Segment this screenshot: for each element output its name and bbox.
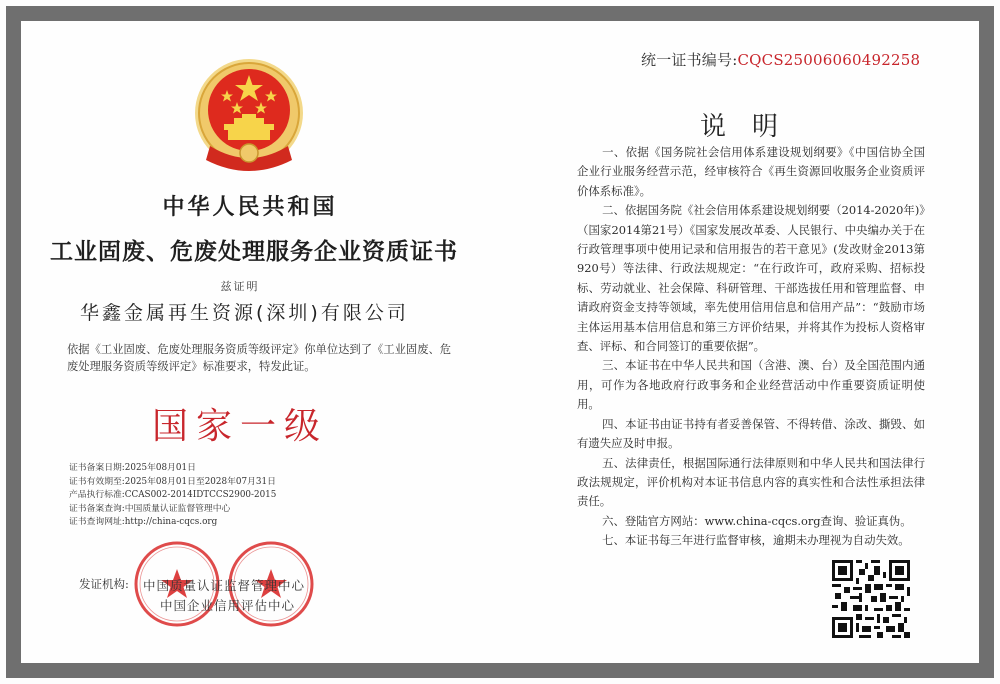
qr-code-icon[interactable]: [832, 560, 910, 638]
meta-filing-date: 证书备案日期:2025年08月01日: [69, 463, 196, 473]
meta-standard: 产品执行标准:CCAS002-2014IDTCCS2900-2015: [69, 490, 277, 500]
company-name: 华鑫金属再生资源(深圳)有限公司: [80, 302, 409, 324]
national-emblem-icon: [190, 58, 308, 178]
note-paragraph-4: 四、本证书由证书持有者妥善保管、不得转借、涂改、撕毁、如有遗失应及时申报。: [577, 416, 925, 451]
certification-statement: 依据《工业固废、危废处理服务资质等级评定》你单位达到了《工业固废、危废处理服务资质等级评定》标准要求，特发此证。: [67, 343, 452, 373]
title-certificate: 工业固废、危废处理服务企业资质证书: [50, 239, 458, 265]
title-country: 中华人民共和国: [162, 195, 338, 220]
qualification-grade: 国家一级: [152, 406, 329, 447]
explanation-heading: 说明: [700, 112, 805, 142]
attest-label: 兹证明: [220, 280, 260, 293]
explanation-notes: [577, 143, 925, 551]
note-paragraph-3: 三、本证书在中华人民共和国（含港、澳、台）及全国范围内通用，可作为各地政府行政事务和企业经营活动中作重要资质证明使用。: [577, 358, 925, 412]
note-paragraph-5: 五、法律责任，根据国际通行法律原则和中华人民共和国法律行政法规规定，评价机构对本证书信息内容的真实性和合法性承担法律责任。: [577, 455, 925, 509]
certificate-number-label: 统一证书编号:: [641, 51, 738, 69]
meta-validity: 证书有效期至:2025年08月01日至2028年07月31日: [69, 476, 276, 487]
note-paragraph-2: 二、依据国务院《社会信用体系建设规划纲要（2014-2020年)》（国家2014第21号）《国家发展改革委、人民银行、中央编办关于在行政管理事项中使用记录和信用报告的若干意见》(发改财金2013第920号）等法律、行政法规规定：“在行政许可，政府采购、招标投标、劳动就业、社会保障、科研管理、干部选拔任用和管理监督、申请政府资金支持等领域，率先使用信用信息和信用产品”：“鼓励市场主体运用基本信用信息和第三方评价结果，并将其作为投标人资格审查、评标、和合同签订的重要依据”。: [577, 203, 925, 354]
meta-filing-query: 证书备案查询:中国质量认证监督管理中心: [69, 503, 231, 514]
issuer-credit-center: 中国企业信用评估中心: [160, 598, 296, 613]
note-paragraph-1: 一、依据《国务院社会信用体系建设规划纲要》《中国信协全国企业行业服务经营示范，经审核符合《再生资源回收服务企业资质评价体系标准》。: [577, 145, 925, 198]
issuer-label: 发证机构:: [79, 577, 129, 591]
certificate-number-value: CQCS25006060492258: [737, 51, 921, 69]
certificate-meta: [69, 462, 276, 530]
certificate-number: [641, 49, 920, 70]
issuer-quality-center: 中国质量认证监督管理中心: [143, 578, 306, 593]
note-paragraph-6: 六、登陆官方网站：www.china-cqcs.org查询、验证真伪。: [602, 513, 912, 528]
meta-query-url: 证书查询网址:http://china-cqcs.org: [69, 517, 218, 527]
note-paragraph-7: 七、本证书每三年进行监督审核，逾期未办理视为自动失效。: [602, 533, 910, 548]
